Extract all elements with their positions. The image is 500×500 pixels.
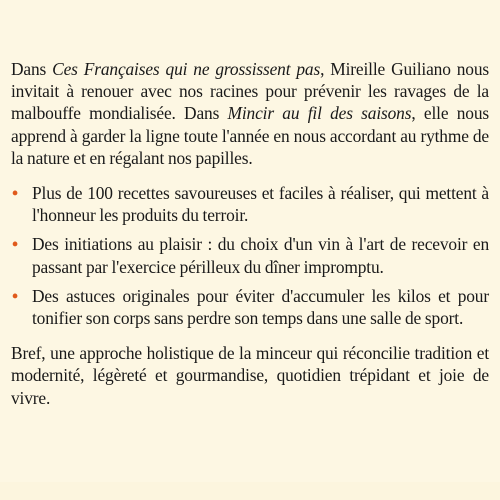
bullet-icon: • <box>12 234 18 255</box>
list-item-text: Des astuces originales pour éviter d'accumuler les kilos et pour tonifier son corps sans perdre son temps dans une salle de sport. <box>32 285 489 329</box>
feature-list <box>11 182 489 329</box>
list-item <box>11 182 489 226</box>
page-bottom-edge <box>0 482 500 500</box>
list-item-text: Plus de 100 recettes savoureuses et faciles à réaliser, qui mettent à l'honneur les produits du terroir. <box>32 183 489 226</box>
bullet-icon: • <box>12 183 18 204</box>
book-title-1: Ces Françaises qui ne grossissent pas <box>52 59 321 79</box>
intro-part-1: Dans <box>11 59 53 79</box>
bullet-icon: • <box>12 285 18 306</box>
list-item <box>11 285 489 329</box>
back-cover-text <box>11 58 489 409</box>
list-item-text: Des initiations au plaisir : du choix d'un vin à l'art de recevoir en passant par l'exercice périlleux du dîner impromptu. <box>32 234 489 277</box>
intro-part-2: , Mireille Guiliano nous invitait à renouer avec nos racines pour prévenir les ravages de la malbouffe mondialisée. Dans <box>11 59 489 124</box>
intro-paragraph <box>11 58 489 169</box>
intro-part-3: , elle nous apprend à garder la ligne toute l'année en nous accordant au rythme de la nature et en régalant nos papilles. <box>11 103 489 168</box>
book-title-2: Mincir au fil des saisons <box>227 103 412 124</box>
list-item <box>11 233 489 277</box>
conclusion-paragraph: Bref, une approche holistique de la minceur qui réconcilie tradition et modernité, légèreté et gourmandise, quotidien trépidant et joie de vivre. <box>11 343 489 408</box>
